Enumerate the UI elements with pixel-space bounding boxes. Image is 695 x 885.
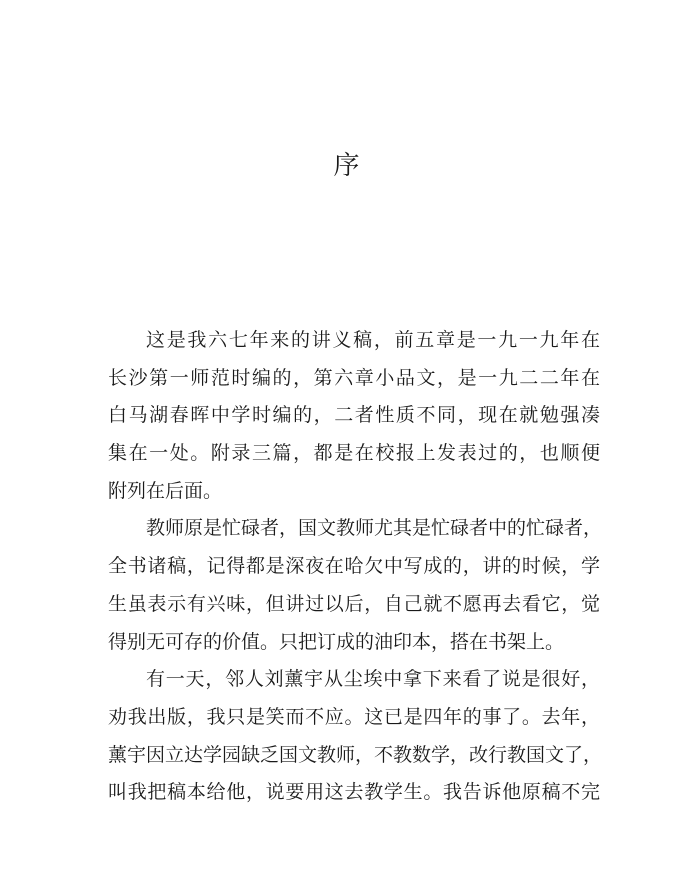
text-line: 集在一处。附录三篇，都是在校报上发表过的，也顺便 [108, 442, 600, 465]
page-title: 序 [333, 151, 362, 181]
text-line: 叫我把稿本给他，说要用这去教学生。我告诉他原稿不完 [108, 781, 600, 804]
text-line: 长沙第一师范时编的，第六章小品文，是一九二二年在 [108, 366, 600, 389]
text-line: 附列在后面。 [108, 479, 223, 502]
paragraph-2 [108, 510, 603, 661]
text-line: 教师原是忙碌者，国文教师尤其是忙碌者中的忙碌者， [146, 517, 603, 540]
text-line: 生虽表示有兴味，但讲过以后，自己就不愿再去看它，觉 [108, 592, 600, 615]
text-line: 白马湖春晖中学时编的，二者性质不同，现在就勉强凑 [108, 404, 600, 427]
text-line: 有一天，邻人刘薰宇从尘埃中拿下来看了说是很好， [146, 668, 600, 691]
text-line: 得别无可存的价值。只把订成的油印本，搭在书架上。 [108, 630, 565, 653]
text-line: 全书诸稿，记得都是深夜在哈欠中写成的，讲的时候，学 [108, 555, 600, 578]
text-line: 劝我出版，我只是笑而不应。这已是四年的事了。去年， [108, 705, 600, 728]
text-line: 薰宇因立达学园缺乏国文教师，不教数学，改行教国文了， [108, 743, 603, 766]
body-text [108, 322, 603, 812]
paragraph-3 [108, 661, 603, 812]
paragraph-1 [108, 322, 600, 510]
text-line: 这是我六七年来的讲义稿，前五章是一九一九年在 [146, 329, 600, 351]
